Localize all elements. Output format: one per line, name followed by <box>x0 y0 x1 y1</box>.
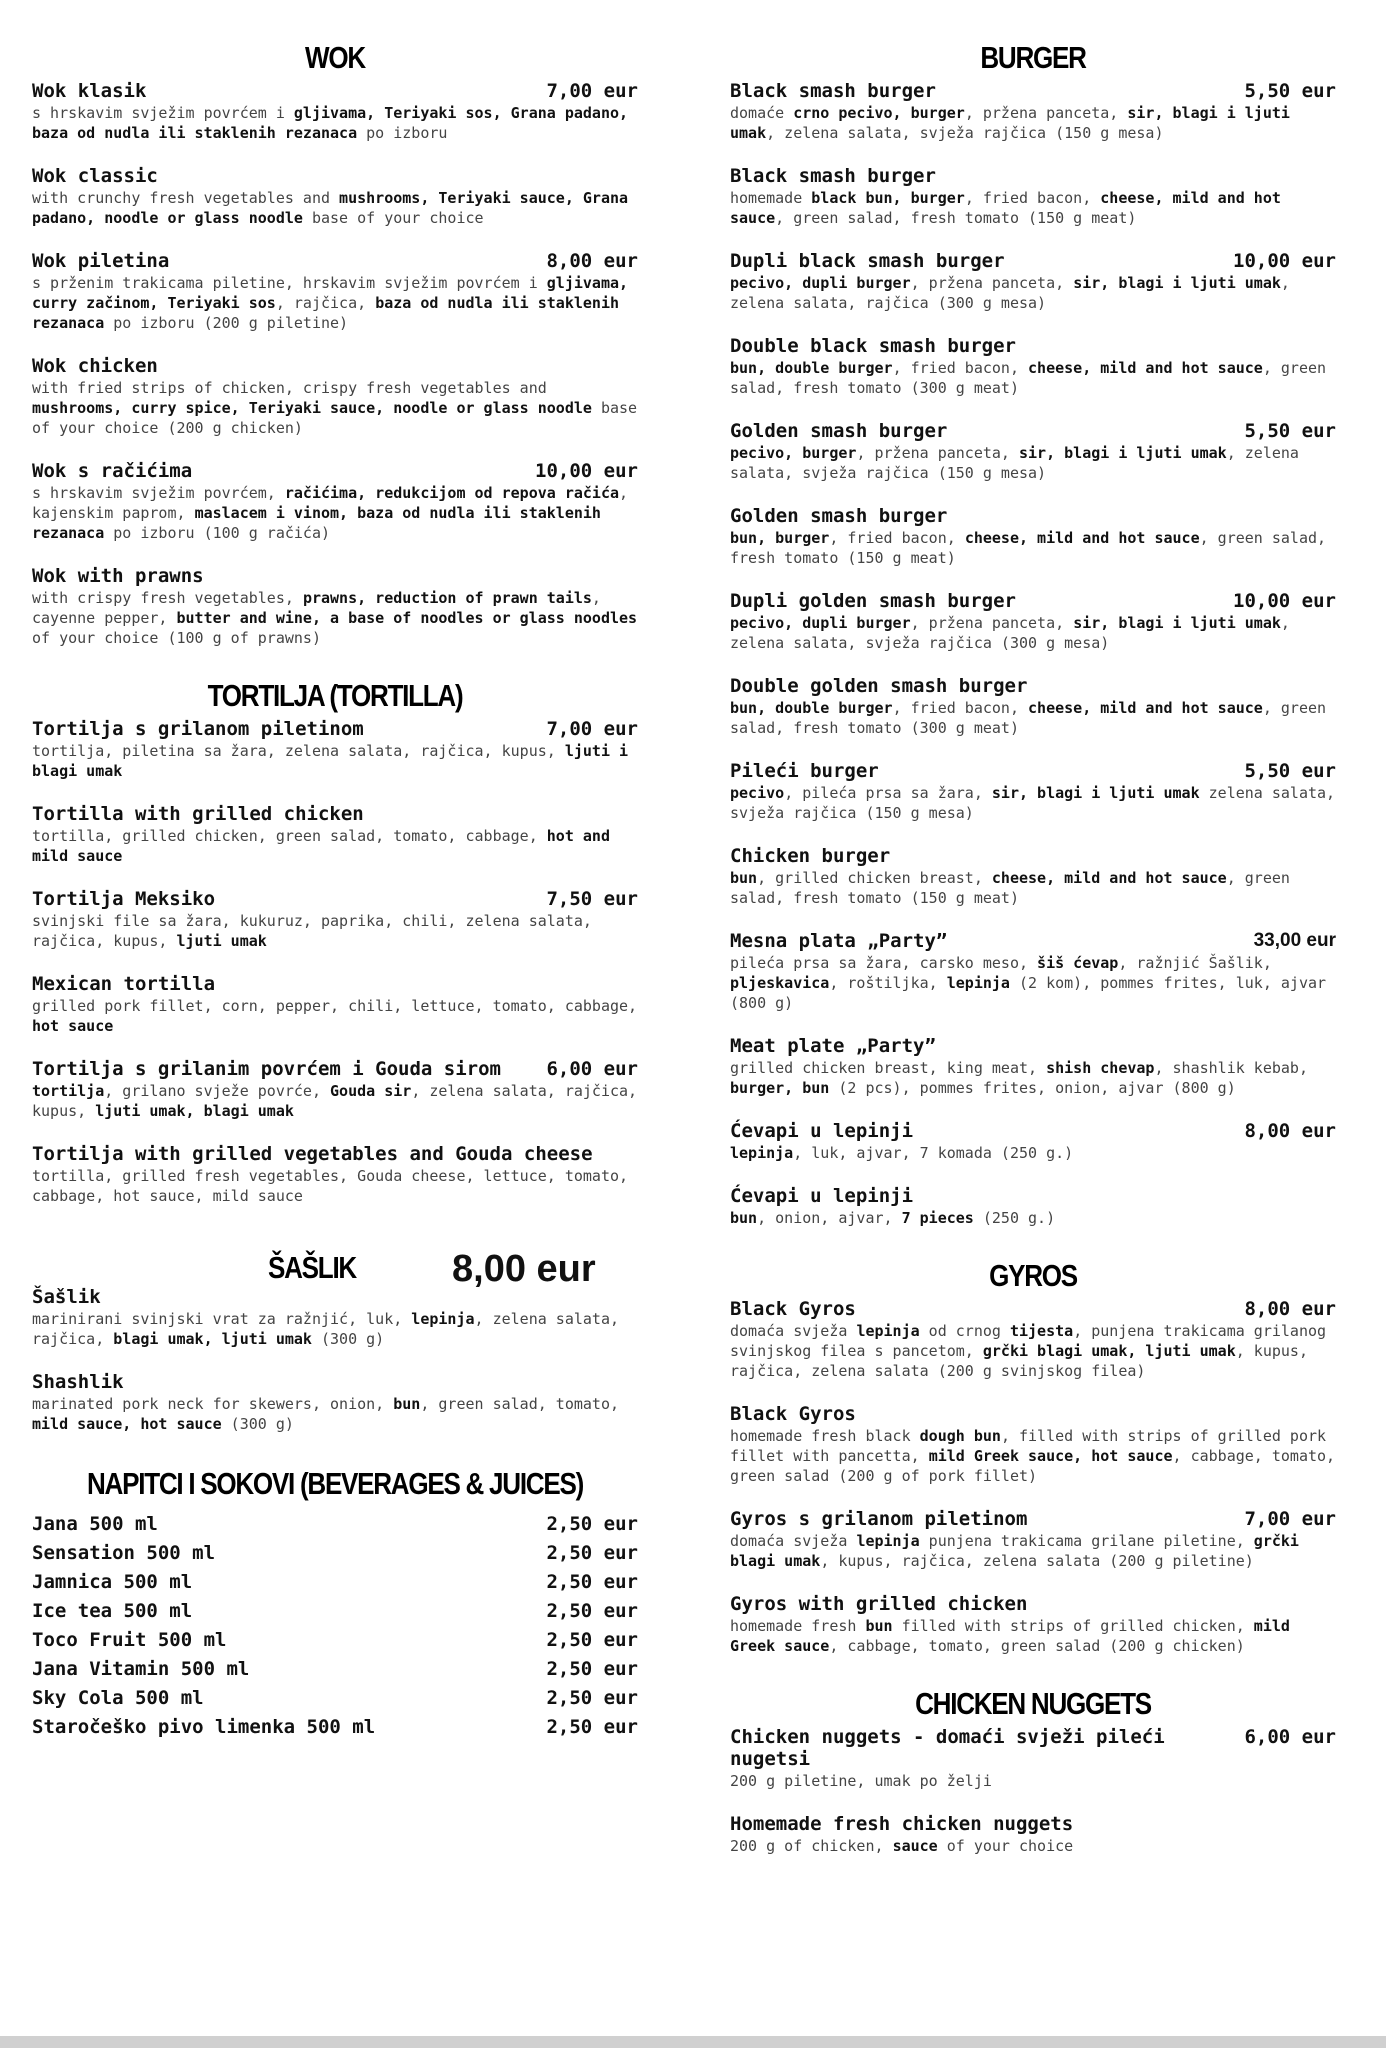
item-description: pecivo, pileća prsa sa žara, sir, blagi i ljuti umak zelena salata, svježa rajčica (150 g mesa) <box>730 784 1336 822</box>
beverage-name: Ice tea 500 ml <box>32 1600 193 1622</box>
item-description: with fried strips of chicken, crispy fresh vegetables and mushrooms, curry spice, Teriyaki sauce, noodle or glass noodle base of your choice (200 g chicken) <box>32 379 638 437</box>
item-name: Tortilja with grilled vegetables and Gouda cheese <box>32 1143 593 1165</box>
menu-item <box>32 565 638 648</box>
item-head <box>730 250 1336 272</box>
beverage-name: Sky Cola 500 ml <box>32 1687 204 1709</box>
section-title: WOK <box>305 40 365 75</box>
item-head <box>32 565 638 587</box>
item-head <box>32 1371 638 1393</box>
item-name: Ćevapi u lepinji <box>730 1120 914 1142</box>
beverage-price: 2,50 eur <box>546 1513 638 1535</box>
item-description: 200 g of chicken, sauce of your choice <box>730 1837 1074 1855</box>
item-head <box>730 420 1336 442</box>
item-price: 33,00 eur <box>1253 930 1336 951</box>
bottom-edge <box>0 2036 1386 2048</box>
beverage-price: 2,50 eur <box>546 1716 638 1738</box>
item-head <box>32 888 638 910</box>
item-description: domaća svježa lepinja punjena trakicama grilane piletine, grčki blagi umak, kupus, rajčica, zelena salata (200 g piletine) <box>730 1532 1299 1570</box>
item-name: Mesna plata „Party” <box>730 930 948 952</box>
item-description: bun, double burger, fried bacon, cheese, mild and hot sauce, green salad, fresh tomato (300 g meat) <box>730 359 1327 397</box>
item-name: Tortilja s grilanom piletinom <box>32 718 364 740</box>
item-description: svinjski file sa žara, kukuruz, paprika, chili, zelena salata, rajčica, kupus, ljuti umak <box>32 912 592 950</box>
saslik-price: 8,00 eur <box>452 1248 596 1290</box>
item-head <box>730 1035 1336 1057</box>
menu-item <box>730 80 1336 143</box>
menu-item <box>32 250 638 333</box>
item-name: Chicken nuggets - domaći svježi pileći nugetsi <box>730 1726 1165 1770</box>
item-name: Chicken burger <box>730 845 891 867</box>
item-head <box>730 1593 1336 1615</box>
beverage-name: Jana 500 ml <box>32 1513 158 1535</box>
item-name: Gyros with grilled chicken <box>730 1593 1028 1615</box>
item-head <box>730 760 1336 782</box>
menu-item <box>32 718 638 781</box>
item-name: Ćevapi u lepinji <box>730 1185 914 1207</box>
item-description: tortilla, grilled chicken, green salad, tomato, cabbage, hot and mild sauce <box>32 827 610 865</box>
beverage-row <box>32 1655 638 1684</box>
menu-item <box>32 1058 638 1121</box>
item-head <box>730 1120 1336 1142</box>
beverage-price: 2,50 eur <box>546 1629 638 1651</box>
item-name: Homemade fresh chicken nuggets <box>730 1813 1074 1835</box>
item-price: 8,00 eur <box>1244 1120 1336 1142</box>
menu-item <box>730 590 1336 653</box>
menu-item <box>32 80 638 143</box>
beverage-price: 2,50 eur <box>546 1542 638 1564</box>
item-head <box>32 973 638 995</box>
item-price: 10,00 eur <box>1233 250 1336 272</box>
item-description: pecivo, burger, pržena panceta, sir, blagi i ljuti umak, zelena salata, svježa rajčica (150 g mesa) <box>730 444 1299 482</box>
item-description: marinated pork neck for skewers, onion, bun, green salad, tomato, mild sauce, hot sauce (300 g) <box>32 1395 620 1433</box>
item-head <box>730 165 1336 187</box>
beverage-row <box>32 1684 638 1713</box>
menu-item <box>730 1813 1336 1856</box>
section-title: NAPITCI I SOKOVI (BEVERAGES & JUICES) <box>87 1466 583 1501</box>
item-head <box>730 1726 1336 1770</box>
item-description: bun, onion, ajvar, 7 pieces (250 g.) <box>730 1209 1056 1227</box>
menu-item <box>730 1035 1336 1098</box>
item-name: Mexican tortilla <box>32 973 216 995</box>
menu-item <box>730 1298 1336 1381</box>
menu-item <box>32 888 638 951</box>
item-description: bun, burger, fried bacon, cheese, mild and hot sauce, green salad, fresh tomato (150 g meat) <box>730 529 1327 567</box>
beverage-row <box>32 1626 638 1655</box>
item-head <box>32 803 638 825</box>
beverage-row <box>32 1568 638 1597</box>
item-name: Tortilja s grilanim povrćem i Gouda sirom <box>32 1058 501 1080</box>
item-name: Black Gyros <box>730 1298 856 1320</box>
menu-item <box>32 1371 638 1434</box>
item-price: 10,00 eur <box>535 460 638 482</box>
menu-item <box>730 1403 1336 1486</box>
item-head <box>32 355 638 377</box>
item-description: with crispy fresh vegetables, prawns, reduction of prawn tails, cayenne pepper, butter and wine, a base of noodles or glass noodles of your choice (100 g of prawns) <box>32 589 638 647</box>
menu-item <box>32 803 638 866</box>
item-name: Dupli black smash burger <box>730 250 1005 272</box>
menu-item <box>730 1726 1336 1791</box>
menu-item <box>730 675 1336 738</box>
item-price: 5,50 eur <box>1244 420 1336 442</box>
item-price: 10,00 eur <box>1233 590 1336 612</box>
item-name: Double golden smash burger <box>730 675 1028 697</box>
item-head <box>730 675 1336 697</box>
item-head <box>730 335 1336 357</box>
item-name: Meat plate „Party” <box>730 1035 936 1057</box>
item-description: s hrskavim svježim povrćem, račićima, redukcijom od repova račića, kajenskim paprom, maslacem i vinom, baza od nudla ili staklenih rezanaca po izboru (100 g račića) <box>32 484 629 542</box>
section-title: CHICKEN NUGGETS <box>915 1686 1151 1721</box>
beverage-row <box>32 1539 638 1568</box>
item-head <box>32 1143 638 1165</box>
beverage-name: Jamnica 500 ml <box>32 1571 193 1593</box>
item-name: Shashlik <box>32 1371 124 1393</box>
item-price: 7,00 eur <box>546 80 638 102</box>
item-price: 8,00 eur <box>546 250 638 272</box>
menu-item <box>32 355 638 438</box>
beverage-price: 2,50 eur <box>546 1658 638 1680</box>
menu-item <box>730 1120 1336 1163</box>
item-price: 8,00 eur <box>1244 1298 1336 1320</box>
item-description: bun, grilled chicken breast, cheese, mild and hot sauce, green salad, fresh tomato (150 g meat) <box>730 869 1290 907</box>
item-description: homemade fresh bun filled with strips of grilled chicken, mild Greek sauce, cabbage, tomato, green salad (200 g chicken) <box>730 1617 1290 1655</box>
section-title: BURGER <box>980 40 1086 75</box>
item-head <box>730 1298 1336 1320</box>
section-beverages <box>32 1466 638 1742</box>
right-column <box>730 0 1336 1878</box>
menu-item <box>730 335 1336 398</box>
item-description: homemade fresh black dough bun, filled with strips of grilled pork fillet with pancetta, mild Greek sauce, hot sauce, cabbage, tomato, green salad (200 g of pork fillet) <box>730 1427 1336 1485</box>
item-head <box>32 80 638 102</box>
item-head <box>730 590 1336 612</box>
item-description: 200 g piletine, umak po želji <box>730 1772 992 1790</box>
right-sections <box>730 40 1336 1856</box>
menu-item <box>730 1593 1336 1656</box>
item-description: tortilla, grilled fresh vegetables, Gouda cheese, lettuce, tomato, cabbage, hot sauce, mild sauce <box>32 1167 629 1205</box>
menu-item <box>730 505 1336 568</box>
item-head <box>730 80 1336 102</box>
menu-item <box>730 1185 1336 1228</box>
item-description: pecivo, dupli burger, pržena panceta, sir, blagi i ljuti umak, zelena salata, svježa rajčica (300 g mesa) <box>730 614 1290 652</box>
item-head <box>730 1813 1336 1835</box>
item-name: Double black smash burger <box>730 335 1016 357</box>
menu-item <box>32 1286 638 1349</box>
item-name: Dupli golden smash burger <box>730 590 1016 612</box>
menu-section <box>730 1258 1336 1656</box>
item-description: pecivo, dupli burger, pržena panceta, sir, blagi i ljuti umak, zelena salata, rajčica (300 g mesa) <box>730 274 1290 312</box>
menu-item <box>730 420 1336 483</box>
section-title: TORTILJA (TORTILLA) <box>207 678 463 713</box>
beverage-price: 2,50 eur <box>546 1571 638 1593</box>
menu-section <box>32 678 638 1206</box>
saslik-header <box>32 1228 638 1290</box>
menu-item <box>32 460 638 543</box>
menu-section <box>730 1686 1336 1856</box>
item-name: Wok classic <box>32 165 158 187</box>
item-description: tortilja, grilano svježe povrće, Gouda sir, zelena salata, rajčica, kupus, ljuti umak, blagi umak <box>32 1082 638 1120</box>
item-head <box>730 505 1336 527</box>
item-name: Tortilja Meksiko <box>32 888 216 910</box>
item-description: tortilja, piletina sa žara, zelena salata, rajčica, kupus, ljuti i blagi umak <box>32 742 629 780</box>
item-description: homemade black bun, burger, fried bacon, cheese, mild and hot sauce, green salad, fresh tomato (150 g meat) <box>730 189 1281 227</box>
item-head <box>32 1058 638 1080</box>
item-head <box>32 165 638 187</box>
item-price: 5,50 eur <box>1244 760 1336 782</box>
menu-item <box>730 845 1336 908</box>
item-name: Black Gyros <box>730 1403 856 1425</box>
menu-section <box>730 40 1336 1228</box>
item-head <box>730 845 1336 867</box>
item-head <box>32 718 638 740</box>
item-description: domaće crno pecivo, burger, pržena panceta, sir, blagi i ljuti umak, zelena salata, svježa rajčica (150 g mesa) <box>730 104 1290 142</box>
menu-item <box>730 760 1336 823</box>
item-description: with crunchy fresh vegetables and mushrooms, Teriyaki sauce, Grana padano, noodle or glass noodle base of your choice <box>32 189 629 227</box>
item-head <box>32 460 638 482</box>
item-name: Tortilla with grilled chicken <box>32 803 364 825</box>
left-column <box>32 0 638 1742</box>
item-price: 5,50 eur <box>1244 80 1336 102</box>
item-price: 6,00 eur <box>1244 1726 1336 1748</box>
item-name: Wok with prawns <box>32 565 204 587</box>
item-description: marinirani svinjski vrat za ražnjić, luk, lepinja, zelena salata, rajčica, blagi umak, ljuti umak (300 g) <box>32 1310 620 1348</box>
menu-item <box>32 1143 638 1206</box>
item-description: grilled chicken breast, king meat, shish chevap, shashlik kebab, burger, bun (2 pcs), pommes frites, onion, ajvar (800 g) <box>730 1059 1308 1097</box>
section-title: ŠAŠLIK <box>268 1250 356 1285</box>
left-sections <box>32 40 638 1206</box>
beverage-list <box>32 1510 638 1742</box>
menu-item <box>730 1508 1336 1571</box>
item-head <box>730 1403 1336 1425</box>
beverage-name: Toco Fruit 500 ml <box>32 1629 227 1651</box>
item-name: Pileći burger <box>730 760 879 782</box>
beverage-price: 2,50 eur <box>546 1687 638 1709</box>
item-description: pileća prsa sa žara, carsko meso, šiš ćevap, ražnjić Šašlik, pljeskavica, roštiljka, lepinja (2 kom), pommes frites, luk, ajvar (800 g) <box>730 954 1327 1012</box>
item-head <box>730 1185 1336 1207</box>
item-head <box>730 930 1336 952</box>
item-head <box>32 250 638 272</box>
item-name: Black smash burger <box>730 165 936 187</box>
section-saslik <box>32 1228 638 1434</box>
menu-item <box>32 973 638 1036</box>
section-title: GYROS <box>989 1258 1077 1293</box>
menu-section <box>32 40 638 648</box>
menu-item <box>730 250 1336 313</box>
item-description: grilled pork fillet, corn, pepper, chili, lettuce, tomato, cabbage, hot sauce <box>32 997 638 1035</box>
item-price: 7,00 eur <box>546 718 638 740</box>
item-name: Wok piletina <box>32 250 170 272</box>
item-name: Black smash burger <box>730 80 936 102</box>
beverage-price: 2,50 eur <box>546 1600 638 1622</box>
beverage-name: Jana Vitamin 500 ml <box>32 1658 250 1680</box>
item-name: Šašlik <box>32 1286 101 1308</box>
beverage-row <box>32 1597 638 1626</box>
item-name: Golden smash burger <box>730 505 948 527</box>
item-name: Wok s račićima <box>32 460 193 482</box>
beverage-row <box>32 1510 638 1539</box>
item-description: s hrskavim svježim povrćem i gljivama, Teriyaki sos, Grana padano, baza od nudla ili staklenih rezanaca po izboru <box>32 104 629 142</box>
item-name: Wok klasik <box>32 80 147 102</box>
item-head <box>730 1508 1336 1530</box>
item-price: 6,00 eur <box>546 1058 638 1080</box>
menu-item <box>730 165 1336 228</box>
saslik-items <box>32 1286 638 1434</box>
item-price: 7,50 eur <box>546 888 638 910</box>
item-name: Wok chicken <box>32 355 158 377</box>
item-name: Golden smash burger <box>730 420 948 442</box>
menu-item <box>32 165 638 228</box>
menu-item <box>730 930 1336 1013</box>
beverage-name: Sensation 500 ml <box>32 1542 216 1564</box>
beverage-name: Staročeško pivo limenka 500 ml <box>32 1716 376 1738</box>
item-description: domaća svježa lepinja od crnog tijesta, punjena trakicama grilanog svinjskog filea s pancetom, grčki blagi umak, ljuti umak, kupus, rajčica, zelena salata (200 g svinjskog filea) <box>730 1322 1327 1380</box>
item-description: s prženim trakicama piletine, hrskavim svježim povrćem i gljivama, curry začinom, Teriyaki sos, rajčica, baza od nudla ili staklenih rezanaca po izboru (200 g piletine) <box>32 274 629 332</box>
item-description: bun, double burger, fried bacon, cheese, mild and hot sauce, green salad, fresh tomato (300 g meat) <box>730 699 1327 737</box>
beverage-row <box>32 1713 638 1742</box>
item-price: 7,00 eur <box>1244 1508 1336 1530</box>
item-description: lepinja, luk, ajvar, 7 komada (250 g.) <box>730 1144 1074 1162</box>
item-name: Gyros s grilanom piletinom <box>730 1508 1028 1530</box>
